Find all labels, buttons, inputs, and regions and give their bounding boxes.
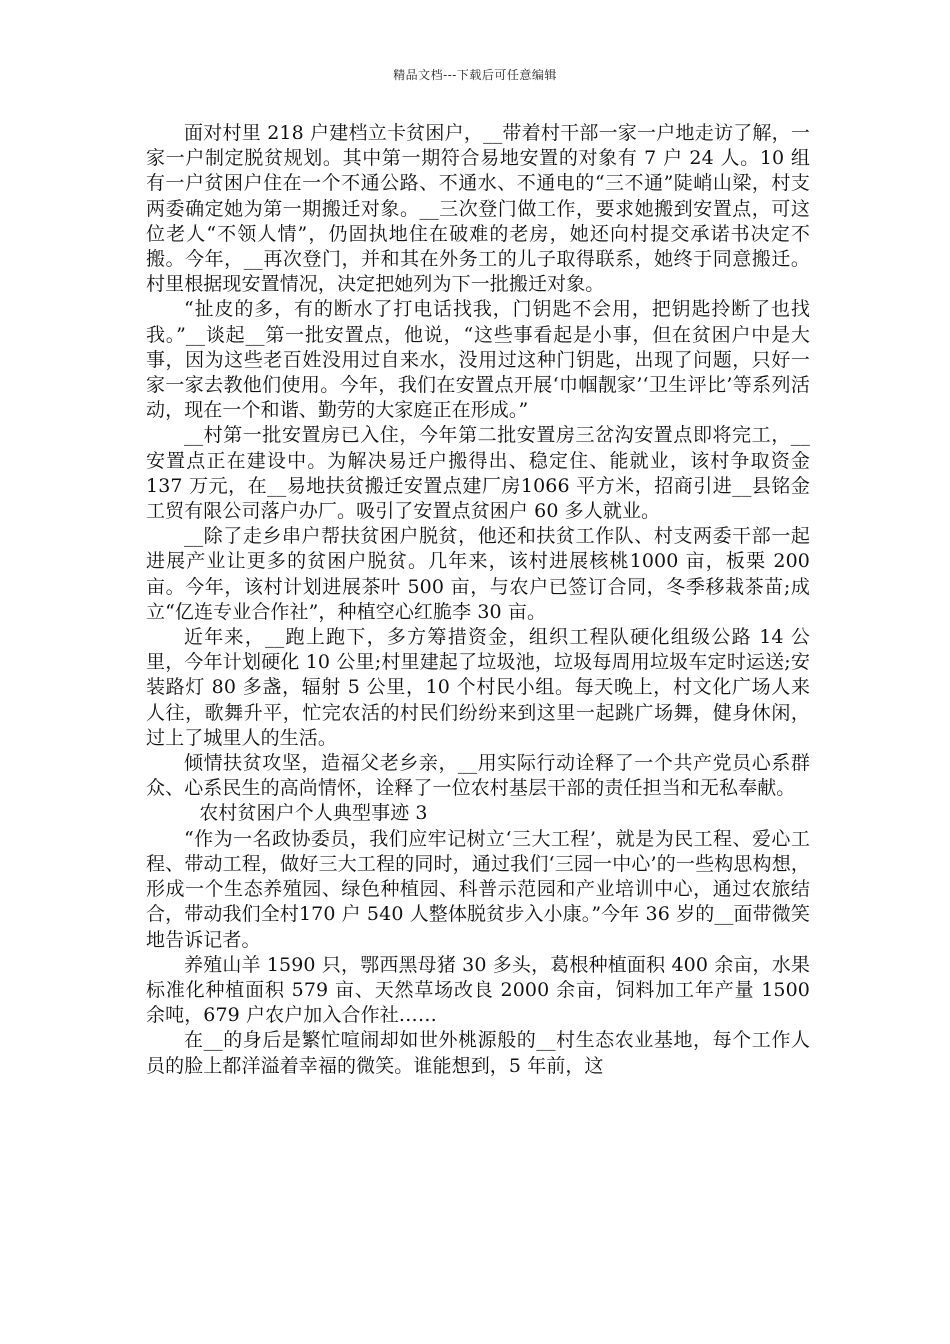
paragraph: “作为一名政协委员，我们应牢记树立‘三大工程’，就是为民工程、爱心工程、带动工程，做好三大工程的同时，通过我们‘三园一中心’的一些构思构想，形成一个生态养殖园、绿色种植园、科普示范园和产业培训中心，通过农旅结合，带动我们全村170 户 540 人整体脱贫步入小康。”今年 36 岁的__面带微笑地告诉记者。 xyxy=(146,827,810,951)
paragraph: 在__的身后是繁忙喧闹却如世外桃源般的__村生态农业基地，每个工作人员的脸上都洋溢着幸福的微笑。谁能想到，5 年前，这 xyxy=(146,1029,810,1077)
paragraph: __村第一批安置房已入住，今年第二批安置房三岔沟安置点即将完工，__安置点正在建设中。为解决易迁户搬得出、稳定住、能就业，该村争取资金 137 万元，在__易地扶贫搬迁安置点建厂房1066 平方米，招商引进__县铭金工贸有限公司落户办厂。吸引了安置点贫困户 60 多人就业。 xyxy=(146,424,810,523)
paragraph: 养殖山羊 1590 只，鄂西黑母猪 30 多头，葛根种植面积 400 余亩，水果标准化种植面积 579 亩、天然草场改良 2000 余亩，饲料加工年产量 1500 余吨，679 户农户加入合作社…… xyxy=(146,953,810,1027)
document-body xyxy=(146,121,810,1079)
paragraph: __除了走乡串户帮扶贫困户脱贫，他还和扶贫工作队、村支两委干部一起进展产业让更多的贫困户脱贫。几年来，该村进展核桃1000 亩，板栗 200 亩。今年，该村计划进展茶叶 500 亩，与农户已签订合同，冬季移栽茶苗;成立“亿连专业合作社”，种植空心红脆李 30 亩。 xyxy=(146,525,810,623)
paragraph: “扯皮的多，有的断水了打电话找我，门钥匙不会用，把钥匙拎断了也找我。”__谈起__第一批安置点，他说，“这些事看起是小事，但在贫困户中是大事，因为这些老百姓没用过自来水，没用过这种门钥匙，出现了问题，只好一家一家去教他们使用。今年，我们在安置点开展‘巾帼靓家’‘卫生评比’等系列活动，现在一个和谐、勤劳的大家庭正在形成。” xyxy=(146,298,810,422)
paragraph: 近年来，__跑上跑下，多方筹措资金，组织工程队硬化组级公路 14 公里，今年计划硬化 10 公里;村里建起了垃圾池，垃圾每周用垃圾车定时运送;安装路灯 80 多盏，辐射 5 公里，10 个村民小组。每天晚上，村文化广场人来人往，歌舞升平，忙完农活的村民们纷纷来到这里一起跳广场舞，健身休闲，过上了城里人的生活。 xyxy=(146,626,810,749)
section-heading: 农村贫困户个人典型事迹 3 xyxy=(199,802,428,825)
paragraph: 面对村里 218 户建档立卡贫困户，__带着村干部一家一户地走访了解，一家一户制定脱贫规划。其中第一期符合易地安置的对象有 7 户 24 人。10 组有一户贫困户住在一个不通公路、不通水、不通电的“三不通”陡峭山梁，村支两委确定她为第一期搬迁对象。__三次登门做工作，要求她搬到安置点，可这位老人“不领人情”，仍固执地住在破难的老房，她还向村提交承诺书决定不搬。今年，__再次登门，并和其在外务工的儿子取得联系，她终于同意搬迁。村里根据现安置情况，决定把她列为下一批搬迁对象。 xyxy=(146,122,810,296)
page-header: 精品文档---下载后可任意编辑 xyxy=(393,68,557,82)
paragraph: 倾情扶贫攻坚，造福父老乡亲，__用实际行动诠释了一个共产党员心系群众、心系民生的高尚情怀，诠释了一位农村基层干部的责任担当和无私奉献。 xyxy=(146,752,810,800)
